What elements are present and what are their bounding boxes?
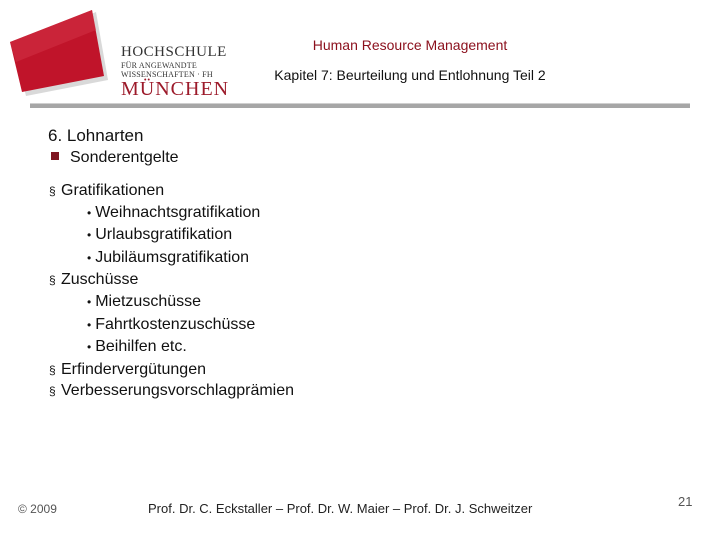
dot-bullet-icon: • (87, 250, 92, 265)
list-item (49, 180, 649, 202)
header-divider (30, 103, 690, 108)
list-item (49, 269, 649, 291)
dot-bullet-icon: • (87, 294, 92, 309)
sub-list-item (49, 291, 649, 314)
list-item (49, 359, 649, 381)
list-item (49, 380, 649, 402)
square-bullet-icon (51, 152, 59, 160)
subheading (51, 149, 179, 167)
section-bullet-icon: § (49, 384, 56, 399)
sub-list-item (49, 314, 649, 337)
sub-list-item-label: Weihnachtsgratifikation (95, 203, 261, 221)
header-subtitle: Kapitel 7: Beurteilung und Entlohnung Teil 2 (274, 67, 546, 83)
dot-bullet-icon: • (87, 317, 92, 332)
sub-list-item-label: Mietzuschüsse (95, 292, 202, 310)
dot-bullet-icon: • (87, 205, 92, 220)
logo-text-line1: HOCHSCHULE (121, 44, 227, 60)
list-item-label: Erfindervergütungen (61, 360, 206, 378)
header-title: Human Resource Management (312, 37, 508, 53)
section-bullet-icon: § (49, 273, 56, 288)
university-logo (8, 8, 230, 100)
sub-list-item-label: Urlaubsgratifikation (95, 226, 233, 244)
sub-list-item (49, 336, 649, 359)
sub-list-item (49, 247, 649, 270)
dot-bullet-icon: • (87, 340, 92, 355)
sub-list-item (49, 202, 649, 225)
bullet-list (49, 180, 649, 402)
sub-list-item-label: Beihilfen etc. (95, 338, 187, 356)
sub-list-item-label: Jubiläumsgratifikation (95, 248, 250, 266)
list-item-label: Verbesserungsvorschlagprämien (61, 382, 295, 400)
page-number: 21 (678, 494, 693, 509)
list-item-label: Zuschüsse (61, 271, 139, 289)
footer-copyright: © 2009 (18, 502, 57, 516)
logo-text-line4: MÜNCHEN (121, 78, 230, 100)
footer-authors: Prof. Dr. C. Eckstaller – Prof. Dr. W. Maier – Prof. Dr. J. Schweitzer (148, 501, 533, 516)
list-item-label: Gratifikationen (61, 182, 165, 199)
sub-list-item (49, 224, 649, 247)
dot-bullet-icon: • (87, 228, 92, 243)
logo-text-line3: WISSENSCHAFTEN · FH (121, 70, 213, 79)
section-bullet-icon: § (49, 184, 56, 198)
subheading-label: Sonderentgelte (70, 149, 179, 166)
sub-list-item-label: Fahrtkostenzuschüsse (95, 315, 256, 333)
section-heading: 6. Lohnarten (48, 126, 144, 145)
logo-text-line2: FÜR ANGEWANDTE (121, 61, 197, 70)
section-bullet-icon: § (49, 362, 56, 377)
